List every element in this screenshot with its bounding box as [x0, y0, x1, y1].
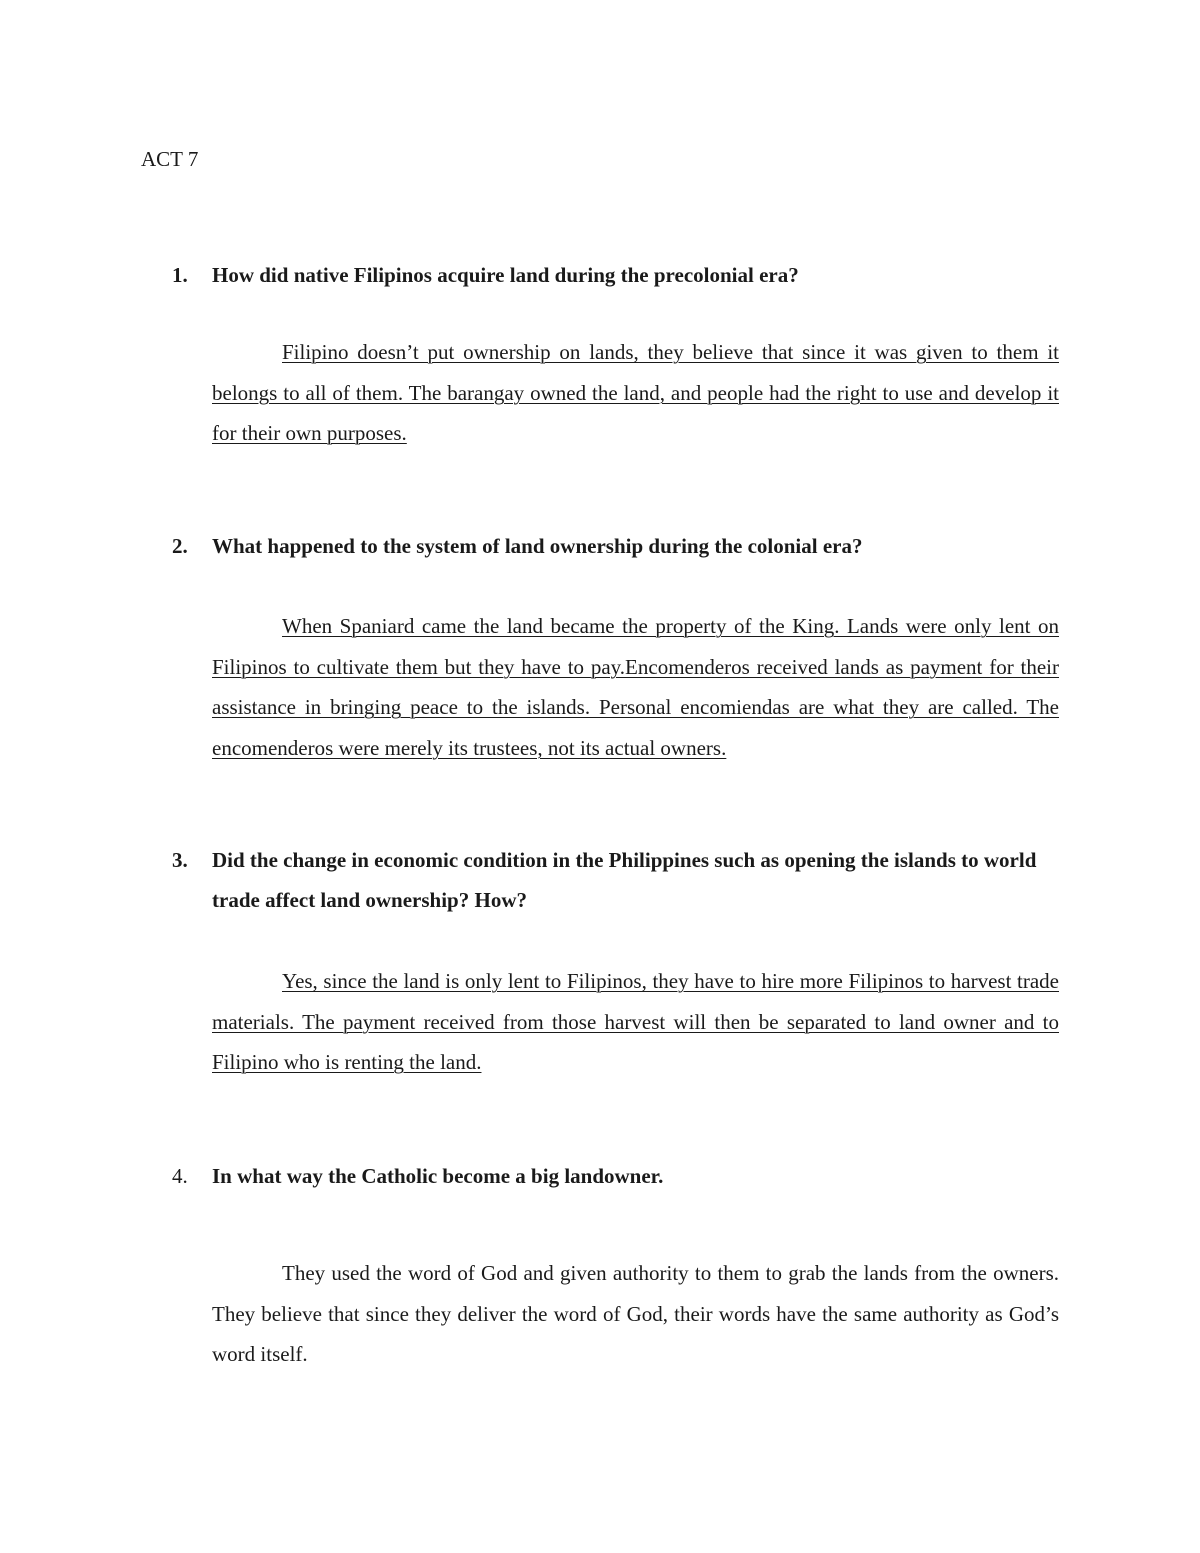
question-number: 1.	[172, 263, 188, 287]
answer-2: When Spaniard came the land became the property of the King. Lands were only lent on Filipinos to cultivate them but they have to pay.Encomenderos received lands as payment for their assistance in bringing peace to the islands. Personal encomiendas are what they are called. The encomenderos were merely its trustees, not its actual owners.	[212, 614, 1059, 760]
question-3	[172, 840, 1062, 920]
answer-1: Filipino doesn’t put ownership on lands, they believe that since it was given to them it belongs to all of them. The barangay owned the land, and people had the right to use and develop it for their own purposes.	[212, 340, 1059, 445]
question-text: Did the change in economic condition in the Philippines such as opening the islands to world trade affect land ownership? How?	[212, 848, 1037, 912]
question-1	[172, 255, 1062, 295]
question-number: 3.	[172, 848, 188, 872]
answer-4: They used the word of God and given authority to them to grab the lands from the owners. They believe that since they deliver the word of God, their words have the same authority as God’s word itself.	[212, 1261, 1059, 1366]
question-text: In what way the Catholic become a big landowner.	[212, 1164, 664, 1188]
question-number: 4.	[172, 1164, 188, 1188]
document-title: ACT 7	[141, 147, 199, 171]
question-text: How did native Filipinos acquire land during the precolonial era?	[212, 263, 799, 287]
question-text: What happened to the system of land ownership during the colonial era?	[212, 534, 863, 558]
question-4	[172, 1156, 1062, 1196]
question-number: 2.	[172, 534, 188, 558]
answer-3: Yes, since the land is only lent to Filipinos, they have to hire more Filipinos to harvest trade materials. The payment received from those harvest will then be separated to land owner and to Filipino who is renting the land.	[212, 969, 1059, 1074]
question-2	[172, 526, 1062, 566]
